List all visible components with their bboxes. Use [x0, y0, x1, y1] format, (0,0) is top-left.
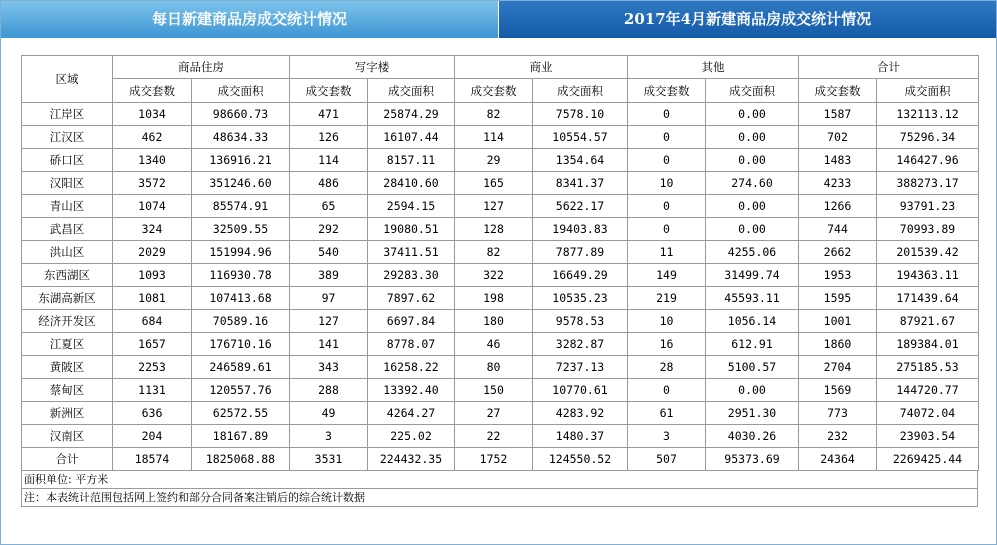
- units-cell: 3572: [113, 172, 192, 195]
- table-row: [22, 172, 979, 195]
- units-cell: 0: [628, 218, 706, 241]
- units-cell: 292: [290, 218, 368, 241]
- area-name-cell: 武昌区: [22, 218, 113, 241]
- units-cell: 3: [628, 425, 706, 448]
- area-cell: 189384.01: [877, 333, 979, 356]
- units-cell: 540: [290, 241, 368, 264]
- units-cell: 471: [290, 103, 368, 126]
- area-cell: 62572.55: [192, 402, 290, 425]
- units-cell: 389: [290, 264, 368, 287]
- area-cell: 4030.26: [706, 425, 799, 448]
- area-name-cell: 洪山区: [22, 241, 113, 264]
- area-name-cell: 硚口区: [22, 149, 113, 172]
- units-cell: 232: [799, 425, 877, 448]
- units-cell: 702: [799, 126, 877, 149]
- units-cell: 29: [455, 149, 533, 172]
- units-cell: 10: [628, 310, 706, 333]
- group-header-office: 写字楼: [290, 56, 455, 79]
- group-header-commercial: 商业: [455, 56, 628, 79]
- area-cell: 2269425.44: [877, 448, 979, 471]
- area-name-cell: 江夏区: [22, 333, 113, 356]
- area-cell: 9578.53: [533, 310, 628, 333]
- area-cell: 1354.64: [533, 149, 628, 172]
- header-row-groups: [22, 56, 979, 79]
- units-cell: 165: [455, 172, 533, 195]
- area-cell: 29283.30: [368, 264, 455, 287]
- area-cell: 25874.29: [368, 103, 455, 126]
- units-cell: 127: [455, 195, 533, 218]
- units-cell: 126: [290, 126, 368, 149]
- units-cell: 0: [628, 149, 706, 172]
- area-cell: 116930.78: [192, 264, 290, 287]
- table-row: [22, 195, 979, 218]
- area-name-cell: 汉南区: [22, 425, 113, 448]
- area-cell: 98660.73: [192, 103, 290, 126]
- unit-note: 面积单位: 平方米: [21, 471, 978, 489]
- area-cell: 74072.04: [877, 402, 979, 425]
- units-cell: 1074: [113, 195, 192, 218]
- area-cell: 146427.96: [877, 149, 979, 172]
- sub-header-units: 成交套数: [113, 79, 192, 103]
- area-name-cell: 蔡甸区: [22, 379, 113, 402]
- area-cell: 1056.14: [706, 310, 799, 333]
- units-cell: 114: [290, 149, 368, 172]
- units-cell: 141: [290, 333, 368, 356]
- units-cell: 1131: [113, 379, 192, 402]
- area-cell: 0.00: [706, 126, 799, 149]
- units-cell: 49: [290, 402, 368, 425]
- units-cell: 486: [290, 172, 368, 195]
- sub-header-area: 成交面积: [368, 79, 455, 103]
- units-cell: 2253: [113, 356, 192, 379]
- sub-header-units: 成交套数: [799, 79, 877, 103]
- area-cell: 93791.23: [877, 195, 979, 218]
- area-header: 区域: [22, 56, 113, 103]
- table-row: [22, 218, 979, 241]
- units-cell: 2704: [799, 356, 877, 379]
- area-name-cell: 东湖高新区: [22, 287, 113, 310]
- units-cell: 204: [113, 425, 192, 448]
- area-cell: 151994.96: [192, 241, 290, 264]
- units-cell: 1081: [113, 287, 192, 310]
- units-cell: 24364: [799, 448, 877, 471]
- area-cell: 28410.60: [368, 172, 455, 195]
- area-cell: 171439.64: [877, 287, 979, 310]
- area-cell: 70589.16: [192, 310, 290, 333]
- units-cell: 114: [455, 126, 533, 149]
- area-cell: 0.00: [706, 379, 799, 402]
- area-cell: 8157.11: [368, 149, 455, 172]
- area-cell: 23903.54: [877, 425, 979, 448]
- area-cell: 2951.30: [706, 402, 799, 425]
- units-cell: 773: [799, 402, 877, 425]
- sub-header-area: 成交面积: [192, 79, 290, 103]
- units-cell: 324: [113, 218, 192, 241]
- group-header-other: 其他: [628, 56, 799, 79]
- area-cell: 274.60: [706, 172, 799, 195]
- area-cell: 95373.69: [706, 448, 799, 471]
- area-cell: 275185.53: [877, 356, 979, 379]
- units-cell: 1752: [455, 448, 533, 471]
- area-cell: 176710.16: [192, 333, 290, 356]
- sub-header-area: 成交面积: [706, 79, 799, 103]
- area-cell: 10554.57: [533, 126, 628, 149]
- stats-table: [21, 55, 979, 471]
- units-cell: 462: [113, 126, 192, 149]
- area-cell: 0.00: [706, 103, 799, 126]
- area-cell: 120557.76: [192, 379, 290, 402]
- area-cell: 7897.62: [368, 287, 455, 310]
- area-cell: 19080.51: [368, 218, 455, 241]
- units-cell: 97: [290, 287, 368, 310]
- area-cell: 16107.44: [368, 126, 455, 149]
- units-cell: 343: [290, 356, 368, 379]
- units-cell: 2029: [113, 241, 192, 264]
- area-cell: 2594.15: [368, 195, 455, 218]
- area-cell: 85574.91: [192, 195, 290, 218]
- area-name-cell: 新洲区: [22, 402, 113, 425]
- remark-note: 注：本表统计范围包括网上签约和部分合同备案注销后的综合统计数据: [21, 489, 978, 507]
- area-name-cell: 青山区: [22, 195, 113, 218]
- area-cell: 3282.87: [533, 333, 628, 356]
- units-cell: 82: [455, 241, 533, 264]
- units-cell: 1093: [113, 264, 192, 287]
- area-cell: 87921.67: [877, 310, 979, 333]
- table-row: [22, 149, 979, 172]
- area-cell: 75296.34: [877, 126, 979, 149]
- units-cell: 11: [628, 241, 706, 264]
- table-row: [22, 103, 979, 126]
- units-cell: 16: [628, 333, 706, 356]
- sub-header-area: 成交面积: [877, 79, 979, 103]
- units-cell: 82: [455, 103, 533, 126]
- units-cell: 636: [113, 402, 192, 425]
- area-cell: 1480.37: [533, 425, 628, 448]
- area-cell: 124550.52: [533, 448, 628, 471]
- units-cell: 0: [628, 195, 706, 218]
- units-cell: 127: [290, 310, 368, 333]
- units-cell: 28: [628, 356, 706, 379]
- area-cell: 37411.51: [368, 241, 455, 264]
- units-cell: 219: [628, 287, 706, 310]
- units-cell: 198: [455, 287, 533, 310]
- tab-monthly-stats[interactable]: 2017年4月新建商品房成交统计情况: [498, 1, 996, 38]
- units-cell: 150: [455, 379, 533, 402]
- area-cell: 201539.42: [877, 241, 979, 264]
- units-cell: 0: [628, 126, 706, 149]
- units-cell: 65: [290, 195, 368, 218]
- units-cell: 1266: [799, 195, 877, 218]
- units-cell: 46: [455, 333, 533, 356]
- units-cell: 1595: [799, 287, 877, 310]
- units-cell: 3: [290, 425, 368, 448]
- area-cell: 107413.68: [192, 287, 290, 310]
- area-cell: 224432.35: [368, 448, 455, 471]
- area-name-cell: 经济开发区: [22, 310, 113, 333]
- units-cell: 180: [455, 310, 533, 333]
- area-cell: 6697.84: [368, 310, 455, 333]
- area-name-cell: 江岸区: [22, 103, 113, 126]
- units-cell: 3531: [290, 448, 368, 471]
- units-cell: 1860: [799, 333, 877, 356]
- area-name-cell: 黄陂区: [22, 356, 113, 379]
- units-cell: 61: [628, 402, 706, 425]
- area-name-cell: 东西湖区: [22, 264, 113, 287]
- area-cell: 351246.60: [192, 172, 290, 195]
- units-cell: 1569: [799, 379, 877, 402]
- area-cell: 388273.17: [877, 172, 979, 195]
- area-cell: 48634.33: [192, 126, 290, 149]
- area-cell: 5100.57: [706, 356, 799, 379]
- units-cell: 288: [290, 379, 368, 402]
- table-row: [22, 425, 979, 448]
- area-cell: 8778.07: [368, 333, 455, 356]
- area-cell: 16649.29: [533, 264, 628, 287]
- area-cell: 16258.22: [368, 356, 455, 379]
- area-cell: 32509.55: [192, 218, 290, 241]
- area-cell: 8341.37: [533, 172, 628, 195]
- units-cell: 507: [628, 448, 706, 471]
- units-cell: 322: [455, 264, 533, 287]
- tab-bar: [1, 1, 996, 38]
- sub-header-units: 成交套数: [290, 79, 368, 103]
- area-cell: 4255.06: [706, 241, 799, 264]
- units-cell: 1340: [113, 149, 192, 172]
- area-cell: 1825068.88: [192, 448, 290, 471]
- units-cell: 18574: [113, 448, 192, 471]
- units-cell: 1657: [113, 333, 192, 356]
- area-cell: 194363.11: [877, 264, 979, 287]
- area-cell: 144720.77: [877, 379, 979, 402]
- area-name-cell: 合计: [22, 448, 113, 471]
- stats-content: [21, 55, 978, 507]
- area-cell: 7237.13: [533, 356, 628, 379]
- units-cell: 27: [455, 402, 533, 425]
- area-cell: 136916.21: [192, 149, 290, 172]
- tab-daily-stats[interactable]: 每日新建商品房成交统计情况: [1, 1, 498, 38]
- area-cell: 612.91: [706, 333, 799, 356]
- area-cell: 70993.89: [877, 218, 979, 241]
- units-cell: 1034: [113, 103, 192, 126]
- area-cell: 19403.83: [533, 218, 628, 241]
- area-cell: 13392.40: [368, 379, 455, 402]
- group-header-total: 合计: [799, 56, 979, 79]
- area-cell: 0.00: [706, 195, 799, 218]
- table-row: [22, 379, 979, 402]
- sub-header-units: 成交套数: [628, 79, 706, 103]
- units-cell: 2662: [799, 241, 877, 264]
- units-cell: 0: [628, 379, 706, 402]
- table-row: [22, 241, 979, 264]
- table-row: [22, 333, 979, 356]
- area-cell: 246589.61: [192, 356, 290, 379]
- units-cell: 1001: [799, 310, 877, 333]
- area-cell: 0.00: [706, 218, 799, 241]
- total-row: [22, 448, 979, 471]
- units-cell: 1587: [799, 103, 877, 126]
- table-row: [22, 356, 979, 379]
- area-cell: 10535.23: [533, 287, 628, 310]
- units-cell: 4233: [799, 172, 877, 195]
- units-cell: 744: [799, 218, 877, 241]
- area-cell: 7578.10: [533, 103, 628, 126]
- area-cell: 5622.17: [533, 195, 628, 218]
- area-cell: 132113.12: [877, 103, 979, 126]
- sub-header-area: 成交面积: [533, 79, 628, 103]
- table-row: [22, 287, 979, 310]
- units-cell: 1483: [799, 149, 877, 172]
- area-name-cell: 江汉区: [22, 126, 113, 149]
- header-row-subs: [22, 79, 979, 103]
- units-cell: 0: [628, 103, 706, 126]
- area-name-cell: 汉阳区: [22, 172, 113, 195]
- table-row: [22, 126, 979, 149]
- area-cell: 31499.74: [706, 264, 799, 287]
- area-cell: 18167.89: [192, 425, 290, 448]
- area-cell: 4283.92: [533, 402, 628, 425]
- sub-header-units: 成交套数: [455, 79, 533, 103]
- units-cell: 80: [455, 356, 533, 379]
- units-cell: 128: [455, 218, 533, 241]
- table-row: [22, 402, 979, 425]
- table-row: [22, 264, 979, 287]
- table-body: [22, 103, 979, 471]
- group-header-residential: 商品住房: [113, 56, 290, 79]
- area-cell: 45593.11: [706, 287, 799, 310]
- units-cell: 149: [628, 264, 706, 287]
- area-cell: 225.02: [368, 425, 455, 448]
- area-cell: 10770.61: [533, 379, 628, 402]
- area-cell: 0.00: [706, 149, 799, 172]
- table-row: [22, 310, 979, 333]
- area-cell: 4264.27: [368, 402, 455, 425]
- units-cell: 1953: [799, 264, 877, 287]
- units-cell: 684: [113, 310, 192, 333]
- units-cell: 10: [628, 172, 706, 195]
- area-cell: 7877.89: [533, 241, 628, 264]
- units-cell: 22: [455, 425, 533, 448]
